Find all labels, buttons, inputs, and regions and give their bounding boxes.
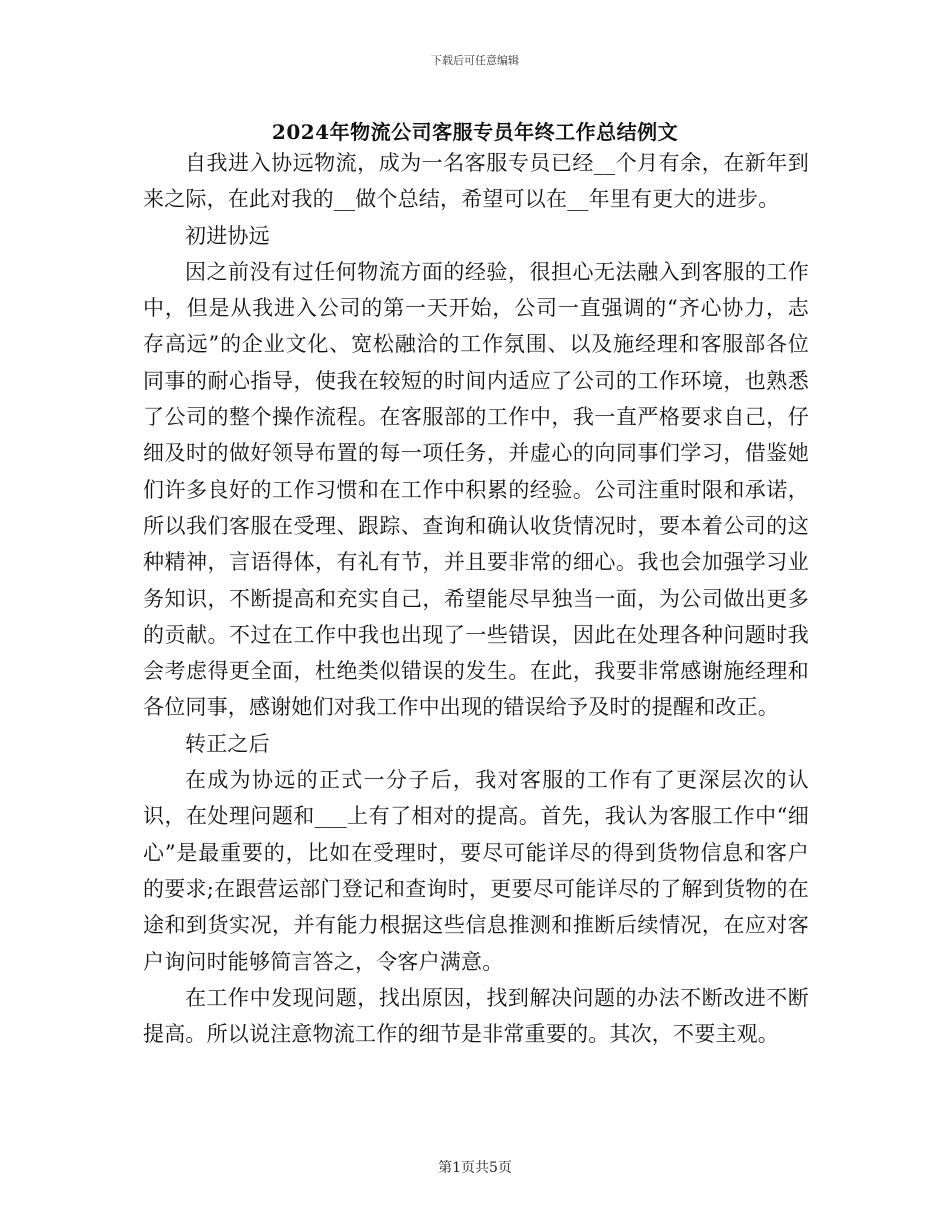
paragraph-intro: 自我进入协远物流，成为一名客服专员已经__个月有余，在新年到来之际，在此对我的__做个总结，希望可以在__年里有更大的进步。	[143, 151, 809, 212]
paragraph-after-regularization: 在成为协远的正式一分子后，我对客服的工作有了更深层次的认识，在处理问题和___上有了相对的提高。首先，我认为客服工作中“细心”是最重要的，比如在受理时，要尽可能详尽的得到货物信息和客户的要求;在跟营运部门登记和查询时，更要尽可能详尽的了解到货物的在途和到货实况，并有能力根据这些信息推测和推断后续情况，在应对客户询问时能够简言答之，令客户满意。	[143, 768, 809, 974]
document-body	[143, 145, 809, 1052]
section-heading-after-regularization: 转正之后	[185, 731, 270, 756]
page-number: 第1页共5页	[438, 1160, 512, 1176]
page-header-note: 下载后可任意编辑	[431, 54, 519, 67]
section-heading-initial: 初进协远	[185, 223, 270, 248]
paragraph-initial-period: 因之前没有过任何物流方面的经验，很担心无法融入到客服的工作中，但是从我进入公司的第一天开始，公司一直强调的“齐心协力，志存高远”的企业文化、宽松融洽的工作氛围、以及施经理和客服部各位同事的耐心指导，使我在较短的时间内适应了公司的工作环境，也熟悉了公司的整个操作流程。在客服部的工作中，我一直严格要求自己，仔细及时的做好领导布置的每一项任务，并虚心的向同事们学习，借鉴她们许多良好的工作习惯和在工作中积累的经验。公司注重时限和承诺，所以我们客服在受理、跟踪、查询和确认收货情况时，要本着公司的这种精神，言语得体，有礼有节，并且要非常的细心。我也会加强学习业务知识，不断提高和充实自己，希望能尽早独当一面，为公司做出更多的贡献。不过在工作中我也出现了一些错误，因此在处理各种问题时我会考虑得更全面，杜绝类似错误的发生。在此，我要非常感谢施经理和各位同事，感谢她们对我工作中出现的错误给予及时的提醒和改正。	[143, 259, 809, 720]
paragraph-problem-solving: 在工作中发现问题，找出原因，找到解决问题的办法不断改进不断提高。所以说注意物流工作的细节是非常重要的。其次，不要主观。	[143, 985, 809, 1047]
document-title: 2024年物流公司客服专员年终工作总结例文	[271, 120, 679, 144]
